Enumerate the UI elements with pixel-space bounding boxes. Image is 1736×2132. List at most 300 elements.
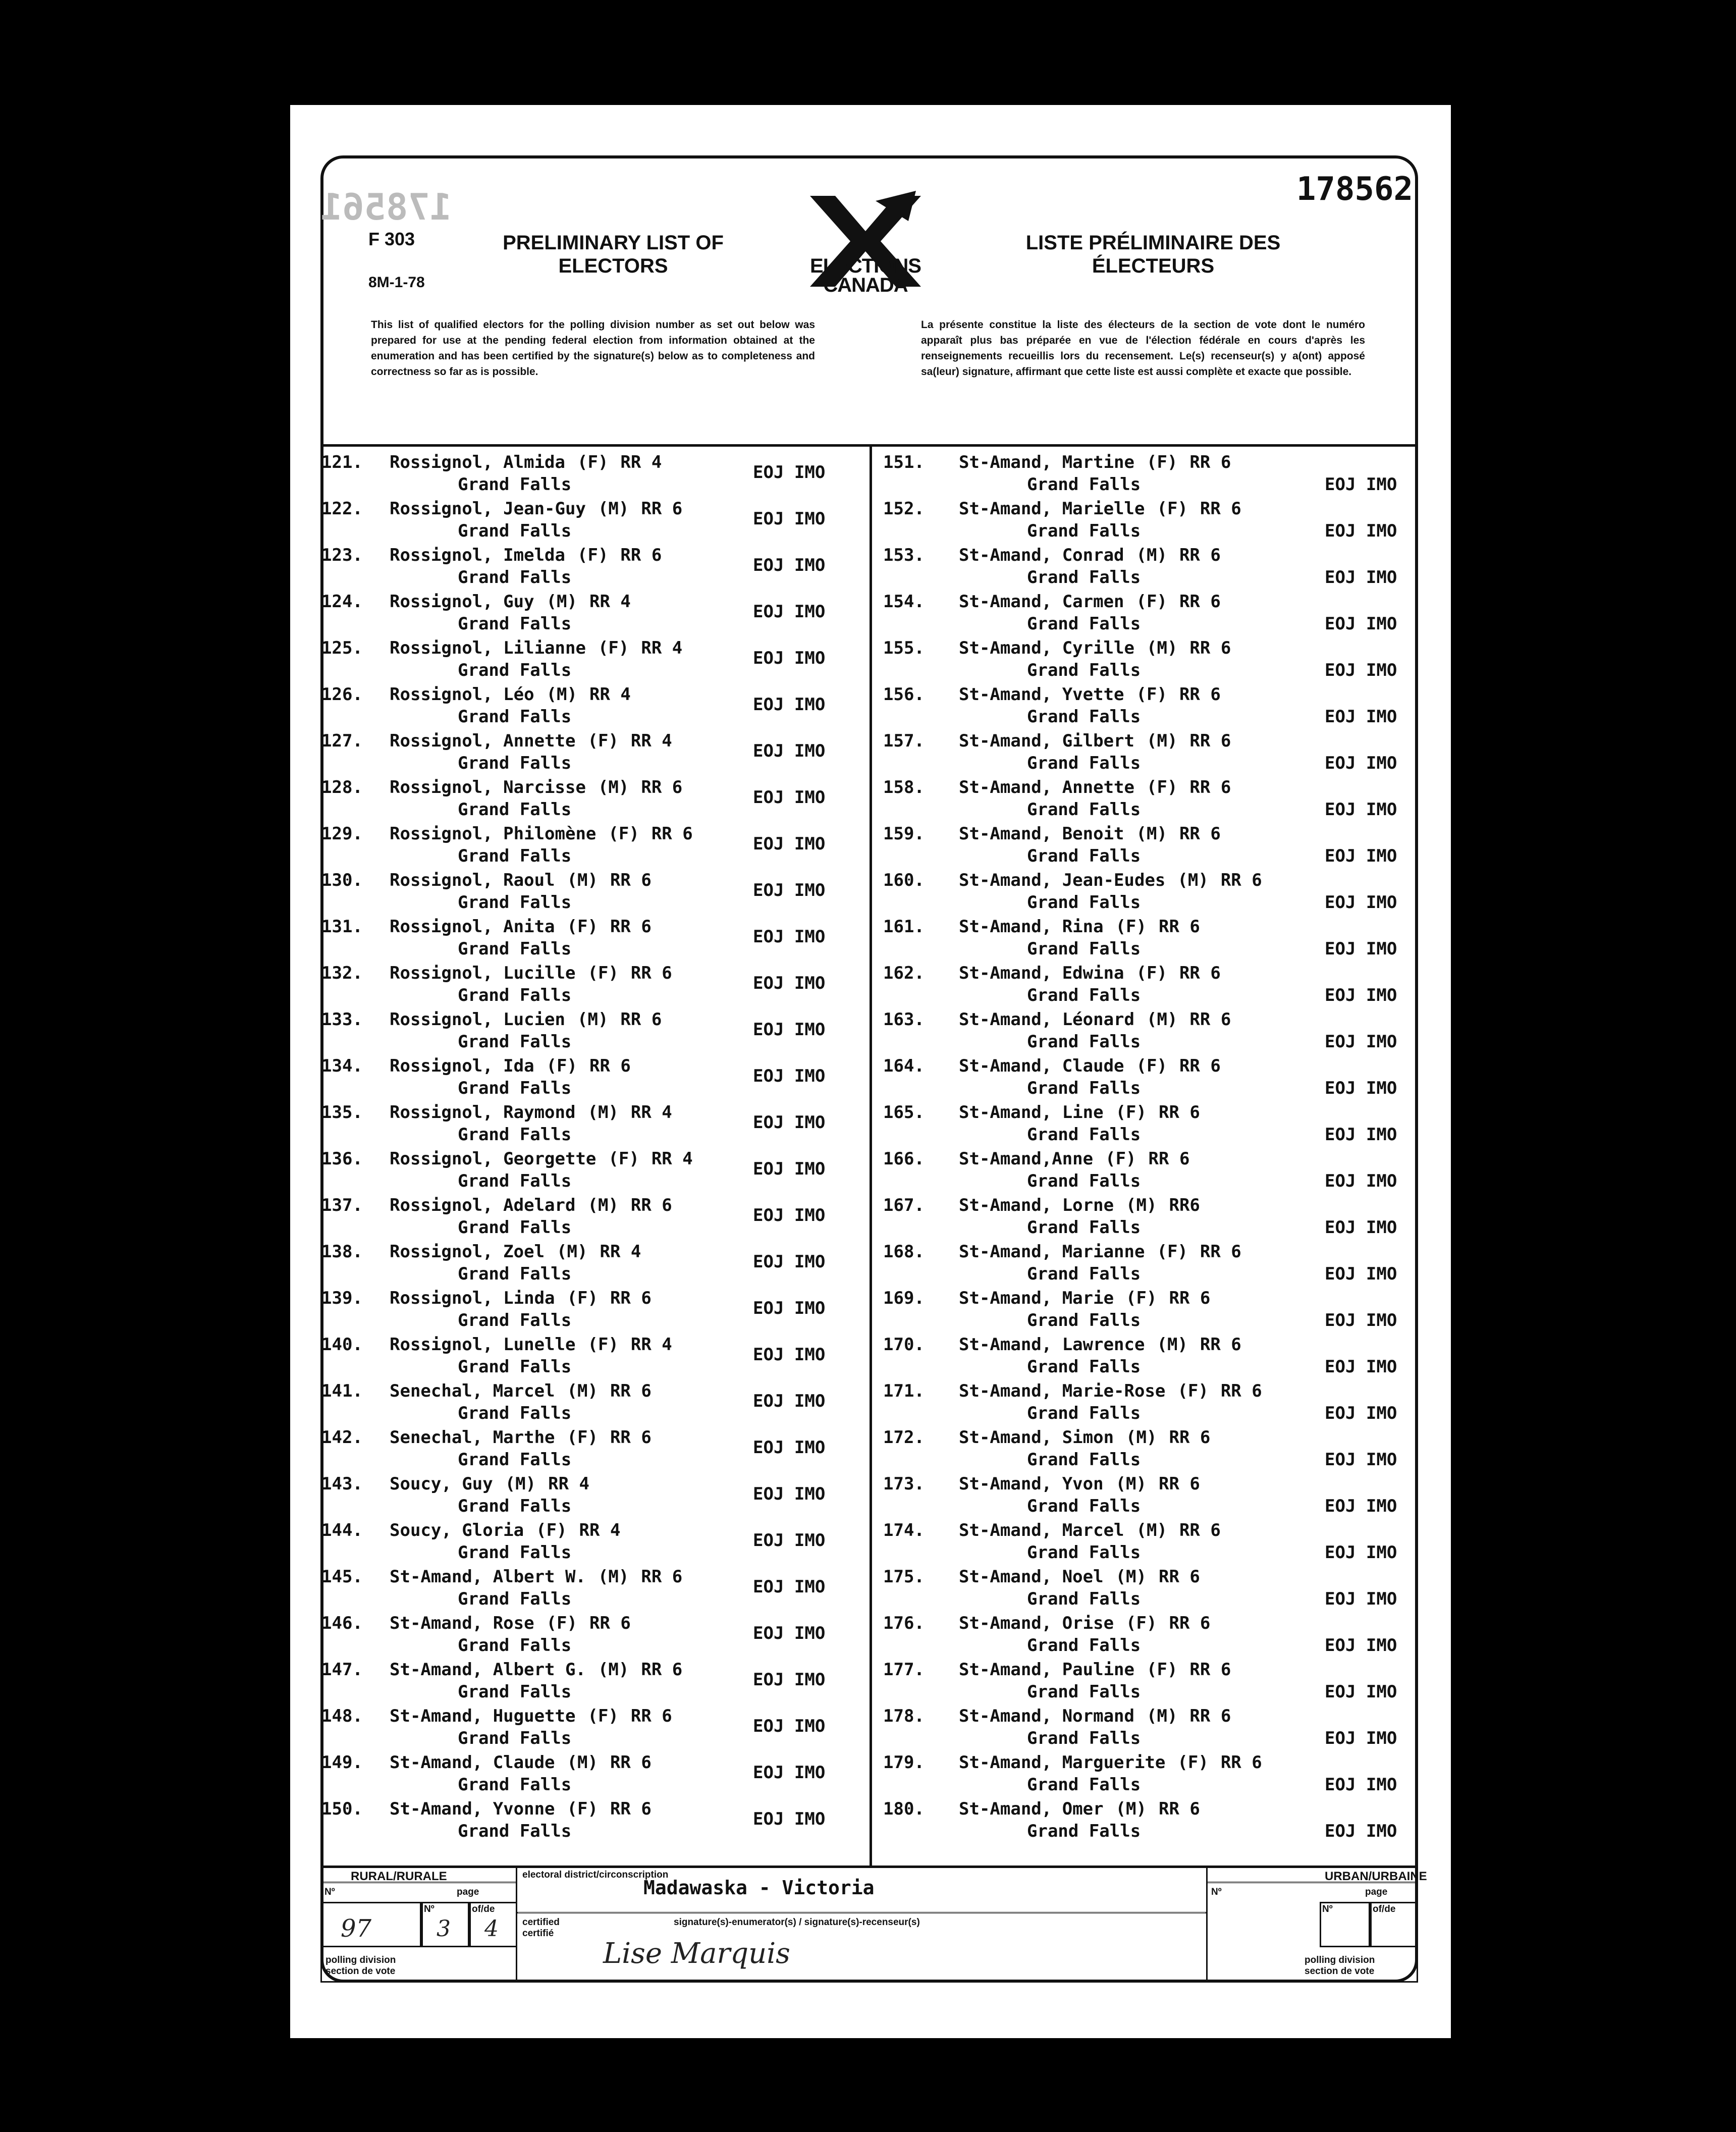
elector-line-1 — [321, 684, 631, 705]
elector-name: Rossignol, Zoel — [390, 1242, 545, 1262]
elector-number: 136. — [321, 1149, 363, 1169]
elector-city: Grand Falls — [1027, 985, 1141, 1005]
elector-rural-route: RR 6 — [620, 545, 662, 565]
elector-rural-route: RR 6 — [610, 917, 652, 937]
elector-number: 135. — [321, 1102, 363, 1123]
elector-sex: (F) — [587, 1706, 619, 1726]
elector-postal-code: EOJ IMO — [1325, 1403, 1397, 1423]
elector-name: St-Amand, Claude — [959, 1056, 1124, 1076]
elector-city: Grand Falls — [458, 892, 572, 913]
of-label: of/de — [472, 1904, 495, 1914]
elector-name: St-Amand, Albert W. — [390, 1567, 586, 1587]
elector-rural-route: RR 4 — [620, 452, 662, 472]
elector-postal-code: EOJ IMO — [753, 695, 826, 715]
elector-sex: (M) — [587, 1195, 619, 1215]
elector-number: 126. — [321, 684, 363, 705]
elector-name: Rossignol, Imelda — [390, 545, 565, 565]
elector-line-1 — [321, 545, 662, 565]
elector-postal-code: EOJ IMO — [1325, 1032, 1397, 1052]
elector-number: 129. — [321, 824, 363, 844]
elector-sex: (F) — [567, 917, 598, 937]
elector-name: Senechal, Marthe — [390, 1427, 555, 1448]
elector-sex: (M) — [567, 1381, 598, 1401]
elector-rural-route: RR 6 — [641, 1660, 683, 1680]
elector-entry — [883, 1520, 1428, 1567]
elector-entry — [321, 1149, 866, 1195]
elector-number: 169. — [883, 1288, 925, 1308]
elector-entry — [883, 684, 1428, 731]
elector-name: Rossignol, Lucille — [390, 963, 576, 983]
elector-rural-route: RR 6 — [1189, 638, 1231, 658]
elector-line-1 — [321, 1706, 672, 1726]
elector-rural-route: RR 6 — [1189, 452, 1231, 472]
elector-name: Soucy, Gloria — [390, 1520, 524, 1540]
elector-sex: (F) — [1147, 777, 1178, 797]
elector-rural-route: RR 6 — [1189, 1706, 1231, 1726]
enumerator-signature: Lise Marquis — [603, 1937, 790, 1970]
elector-line-1 — [883, 1102, 1200, 1123]
elector-entry — [883, 1288, 1428, 1335]
elector-entry — [321, 870, 866, 917]
elector-sex: (M) — [1115, 1474, 1147, 1494]
elector-name: St-Amand, Yvon — [959, 1474, 1104, 1494]
elector-postal-code: EOJ IMO — [753, 1716, 826, 1736]
elector-entry — [321, 452, 866, 499]
elector-sex: (F) — [1105, 1149, 1136, 1169]
elector-sex: (M) — [598, 499, 629, 519]
elector-city: Grand Falls — [458, 707, 572, 727]
elector-city: Grand Falls — [1027, 1217, 1141, 1238]
elector-sex: (M) — [1147, 731, 1178, 751]
elector-city: Grand Falls — [1027, 521, 1141, 541]
elector-rural-route: RR 6 — [1220, 1381, 1262, 1401]
elector-name: Rossignol, Lunelle — [390, 1335, 576, 1355]
elector-rural-route: RR 4 — [651, 1149, 693, 1169]
elector-name: St-Amand, Marguerite — [959, 1752, 1166, 1773]
elector-rural-route: RR 4 — [589, 684, 631, 705]
elector-sex: (F) — [587, 731, 619, 751]
elector-entry — [321, 824, 866, 870]
elector-sex: (F) — [1115, 1102, 1147, 1123]
elector-name: St-Amand, Marie — [959, 1288, 1114, 1308]
elector-entry — [883, 452, 1428, 499]
elector-line-1 — [321, 499, 682, 519]
elector-rural-route: RR 6 — [589, 1056, 631, 1076]
elector-line-1 — [321, 592, 631, 612]
elector-postal-code: EOJ IMO — [1325, 1450, 1397, 1470]
elector-postal-code: EOJ IMO — [753, 1437, 826, 1458]
elector-rural-route: RR 6 — [1159, 917, 1200, 937]
elector-number: 157. — [883, 731, 925, 751]
elector-number: 156. — [883, 684, 925, 705]
elector-entry — [321, 592, 866, 638]
elector-line-1 — [321, 1567, 682, 1587]
elector-entry — [883, 824, 1428, 870]
elector-entry — [321, 684, 866, 731]
elector-entry — [883, 638, 1428, 684]
elector-name: St-Amand, Benoit — [959, 824, 1124, 844]
elector-rural-route: RR 6 — [1179, 684, 1221, 705]
elector-name: Rossignol, Georgette — [390, 1149, 596, 1169]
elector-rural-route: RR 6 — [1179, 1056, 1221, 1076]
elector-line-1 — [883, 824, 1221, 844]
elector-line-1 — [883, 1799, 1200, 1819]
elector-city: Grand Falls — [458, 1357, 572, 1377]
elector-name: St-Amand, Marielle — [959, 499, 1145, 519]
elector-number: 178. — [883, 1706, 925, 1726]
elector-postal-code: EOJ IMO — [1325, 660, 1397, 680]
elector-rural-route: RR 6 — [1200, 1242, 1241, 1262]
elector-rural-route: RR 6 — [641, 777, 683, 797]
elector-city: Grand Falls — [1027, 614, 1141, 634]
elector-line-1 — [883, 731, 1231, 751]
elector-rural-route: RR 6 — [1169, 1613, 1211, 1633]
elector-line-1 — [883, 1706, 1231, 1726]
elector-line-1 — [883, 592, 1221, 612]
elector-sex: (M) — [1157, 1335, 1188, 1355]
elector-city: Grand Falls — [1027, 660, 1141, 680]
elector-city: Grand Falls — [458, 1728, 572, 1748]
elector-number: 123. — [321, 545, 363, 565]
elector-entry — [321, 1799, 866, 1845]
elector-postal-code: EOJ IMO — [753, 1763, 826, 1783]
elector-entry — [883, 1799, 1428, 1845]
elector-number: 145. — [321, 1567, 363, 1587]
rural-rule — [320, 1882, 517, 1883]
elector-line-1 — [321, 1056, 631, 1076]
elector-name: St-Amand, Claude — [390, 1752, 555, 1773]
elector-name: St-Amand, Huguette — [390, 1706, 576, 1726]
elector-sex: (F) — [577, 545, 609, 565]
elector-city: Grand Falls — [1027, 1125, 1141, 1145]
elector-name: St-Amand, Annette — [959, 777, 1134, 797]
elector-number: 128. — [321, 777, 363, 797]
elector-entry — [883, 1613, 1428, 1660]
elector-city: Grand Falls — [1027, 753, 1141, 773]
elector-number: 180. — [883, 1799, 925, 1819]
elector-rural-route: RR 6 — [651, 824, 693, 844]
elector-entry — [321, 545, 866, 592]
elector-postal-code: EOJ IMO — [1325, 892, 1397, 913]
elector-name: Rossignol, Raymond — [390, 1102, 576, 1123]
elector-rural-route: RR 6 — [641, 1567, 683, 1587]
form-date: 8M-1-78 — [368, 274, 425, 291]
elector-line-1 — [321, 1195, 672, 1215]
elector-name: St-Amand, Orise — [959, 1613, 1114, 1633]
elector-rural-route: RR 6 — [1179, 824, 1221, 844]
elector-sex: (F) — [567, 1799, 598, 1819]
elector-sex: (M) — [1147, 1706, 1178, 1726]
elector-number: 154. — [883, 592, 925, 612]
elector-entry — [883, 1242, 1428, 1288]
elector-line-1 — [321, 1660, 682, 1680]
elector-rural-route: RR 6 — [610, 1288, 652, 1308]
elector-rural-route: RR 6 — [1169, 1288, 1211, 1308]
elector-rural-route: RR 6 — [1179, 545, 1221, 565]
elector-entry — [321, 1288, 866, 1335]
elector-name: St-Amand, Carmen — [959, 592, 1124, 612]
elector-postal-code: EOJ IMO — [753, 1345, 826, 1365]
elector-number: 179. — [883, 1752, 925, 1773]
elector-city: Grand Falls — [458, 1264, 572, 1284]
elector-sex: (M) — [546, 592, 577, 612]
elector-city: Grand Falls — [458, 800, 572, 820]
elector-city: Grand Falls — [1027, 1728, 1141, 1748]
elector-sex: (M) — [587, 1102, 619, 1123]
elector-number: 146. — [321, 1613, 363, 1633]
elector-number: 164. — [883, 1056, 925, 1076]
elector-number: 171. — [883, 1381, 925, 1401]
elector-entry — [883, 1009, 1428, 1056]
elector-name: St-Amand, Cyrille — [959, 638, 1134, 658]
elector-sex: (M) — [1147, 638, 1178, 658]
elector-number: 143. — [321, 1474, 363, 1494]
elector-name: St-Amand, Léonard — [959, 1009, 1134, 1030]
elector-name: St-Amand, Simon — [959, 1427, 1114, 1448]
elector-number: 177. — [883, 1660, 925, 1680]
elector-rural-route: RR 4 — [630, 731, 672, 751]
elector-city: Grand Falls — [1027, 1775, 1141, 1795]
elector-line-1 — [883, 1752, 1262, 1773]
rural-page-label: page — [457, 1887, 479, 1897]
elector-postal-code: EOJ IMO — [1325, 1635, 1397, 1656]
elector-name: Soucy, Guy — [390, 1474, 493, 1494]
elector-city: Grand Falls — [458, 1310, 572, 1330]
elector-postal-code: EOJ IMO — [753, 787, 826, 808]
elector-city: Grand Falls — [1027, 1682, 1141, 1702]
elector-rural-route: RR 6 — [610, 1381, 652, 1401]
elector-postal-code: EOJ IMO — [1325, 1821, 1397, 1841]
elector-postal-code: EOJ IMO — [1325, 939, 1397, 959]
elector-name: St-Amand, Jean-Eudes — [959, 870, 1166, 890]
elector-rural-route: RR 6 — [589, 1613, 631, 1633]
elector-postal-code: EOJ IMO — [753, 1252, 826, 1272]
elector-postal-code: EOJ IMO — [753, 927, 826, 947]
elector-name: Senechal, Marcel — [390, 1381, 555, 1401]
elector-line-1 — [883, 1288, 1210, 1308]
elector-sex: (F) — [1147, 1660, 1178, 1680]
elector-number: 168. — [883, 1242, 925, 1262]
elector-line-1 — [883, 963, 1221, 983]
elector-city: Grand Falls — [458, 1171, 572, 1191]
elector-rural-route: RR 6 — [1220, 1752, 1262, 1773]
elector-sex: (F) — [608, 1149, 639, 1169]
elector-rural-route: RR 6 — [1179, 963, 1221, 983]
elector-entry — [321, 731, 866, 777]
elector-postal-code: EOJ IMO — [1325, 753, 1397, 773]
elector-number: 127. — [321, 731, 363, 751]
elector-rural-route: RR 6 — [1189, 1009, 1231, 1030]
elector-line-1 — [321, 1381, 652, 1401]
elector-postal-code: EOJ IMO — [1325, 1728, 1397, 1748]
elector-number: 141. — [321, 1381, 363, 1401]
elector-city: Grand Falls — [1027, 1821, 1141, 1841]
elector-postal-code: EOJ IMO — [753, 1391, 826, 1411]
elector-name: Rossignol, Linda — [390, 1288, 555, 1308]
elector-number: 139. — [321, 1288, 363, 1308]
elector-city: Grand Falls — [458, 1635, 572, 1656]
elector-line-1 — [321, 1752, 652, 1773]
elector-rural-route: RR 4 — [600, 1242, 641, 1262]
elector-number: 121. — [321, 452, 363, 472]
elector-line-1 — [321, 452, 662, 472]
elector-city: Grand Falls — [458, 660, 572, 680]
elector-rural-route: RR 4 — [630, 1335, 672, 1355]
elector-entry — [321, 1752, 866, 1799]
elector-line-1 — [883, 1149, 1189, 1169]
title-french: LISTE PRÉLIMINAIRE DES ÉLECTEURS — [1025, 232, 1281, 277]
elector-sex: (M) — [557, 1242, 588, 1262]
elector-entry — [321, 1102, 866, 1149]
elector-rural-route: RR 6 — [641, 499, 683, 519]
elector-line-1 — [321, 824, 693, 844]
elector-number: 132. — [321, 963, 363, 983]
elector-city: Grand Falls — [1027, 1542, 1141, 1563]
elector-postal-code: EOJ IMO — [753, 834, 826, 854]
elector-city: Grand Falls — [1027, 1357, 1141, 1377]
elector-line-1 — [883, 1520, 1221, 1540]
elector-entry — [883, 1056, 1428, 1102]
elector-sex: (F) — [587, 963, 619, 983]
elector-postal-code: EOJ IMO — [753, 880, 826, 900]
elector-entry — [321, 1474, 866, 1520]
elector-name: Rossignol, Raoul — [390, 870, 555, 890]
elector-rural-route: RR 6 — [1179, 1520, 1221, 1540]
elector-line-1 — [883, 684, 1221, 705]
title-english: PRELIMINARY LIST OF ELECTORS — [503, 232, 724, 277]
elector-city: Grand Falls — [458, 1450, 572, 1470]
elector-sex: (F) — [1136, 684, 1167, 705]
elector-number: 173. — [883, 1474, 925, 1494]
elector-line-1 — [321, 963, 672, 983]
elector-entry — [321, 499, 866, 545]
elector-city: Grand Falls — [1027, 892, 1141, 913]
elector-number: 151. — [883, 452, 925, 472]
elector-name: St-Amand, Line — [959, 1102, 1104, 1123]
elector-number: 133. — [321, 1009, 363, 1030]
elector-number: 124. — [321, 592, 363, 612]
elector-city: Grand Falls — [458, 521, 572, 541]
elector-name: Rossignol, Lucien — [390, 1009, 565, 1030]
elector-entry — [883, 870, 1428, 917]
elector-line-1 — [883, 1613, 1210, 1633]
elector-postal-code: EOJ IMO — [753, 1020, 826, 1040]
elector-entry — [883, 545, 1428, 592]
elector-name: St-Amand, Yvette — [959, 684, 1124, 705]
district-label: electoral district/circonscription — [522, 1870, 669, 1880]
polling-division-label-right: polling division section de vote — [1305, 1955, 1375, 1977]
elector-sex: (F) — [1115, 917, 1147, 937]
elector-name: St-Amand, Noel — [959, 1567, 1104, 1587]
elector-city: Grand Falls — [458, 1032, 572, 1052]
elector-line-1 — [321, 1149, 693, 1169]
elector-entry — [883, 1567, 1428, 1613]
elector-sex: (F) — [608, 824, 639, 844]
elector-number: 155. — [883, 638, 925, 658]
elector-number: 125. — [321, 638, 363, 658]
elector-name: St-Amand,Anne — [959, 1149, 1094, 1169]
elector-sex: (M) — [567, 1752, 598, 1773]
elector-number: 161. — [883, 917, 925, 937]
elector-city: Grand Falls — [458, 1403, 572, 1423]
elector-line-1 — [883, 1381, 1262, 1401]
elector-city: Grand Falls — [458, 1125, 572, 1145]
elector-sex: (F) — [536, 1520, 567, 1540]
serial-number-left: 178561 — [320, 186, 452, 228]
intro-paragraph-french: La présente constitue la liste des électeurs de la section de vote dont le numéro apparaît plus bas préparée en vue de l'élection fédérale en cours d'après les renseignements recueillis lors du recensement. Le(s) recenseur(s) y a(ont) apposé sa(leur) signature, affirmant que cette liste est aussi complète et exacte que possible. — [921, 319, 1365, 378]
elector-line-1 — [883, 1009, 1231, 1030]
elector-line-1 — [321, 1242, 641, 1262]
elector-sex: (F) — [1157, 1242, 1188, 1262]
elector-city: Grand Falls — [458, 614, 572, 634]
elector-line-1 — [321, 1009, 662, 1030]
elector-line-1 — [321, 777, 682, 797]
elector-number: 142. — [321, 1427, 363, 1448]
elector-name: St-Amand, Marianne — [959, 1242, 1145, 1262]
elector-line-1 — [883, 1567, 1200, 1587]
elector-line-1 — [883, 499, 1241, 519]
elector-entry — [883, 1752, 1428, 1799]
elector-city: Grand Falls — [458, 846, 572, 866]
elector-entry — [321, 963, 866, 1009]
elector-rural-route: RR 6 — [630, 1195, 672, 1215]
elector-number: 166. — [883, 1149, 925, 1169]
elector-number: 152. — [883, 499, 925, 519]
elector-postal-code: EOJ IMO — [753, 1670, 826, 1690]
elector-number: 167. — [883, 1195, 925, 1215]
elector-city: Grand Falls — [1027, 1635, 1141, 1656]
elector-entry — [883, 1706, 1428, 1752]
elector-name: St-Amand, Edwina — [959, 963, 1124, 983]
elector-postal-code: EOJ IMO — [753, 1205, 826, 1225]
elector-line-1 — [883, 1195, 1200, 1215]
elector-postal-code: EOJ IMO — [753, 1159, 826, 1179]
rural-label: RURAL/RURALE — [351, 1870, 447, 1883]
elector-number: 140. — [321, 1335, 363, 1355]
elector-name: St-Amand, Yvonne — [390, 1799, 555, 1819]
elector-rural-route: RR 6 — [630, 963, 672, 983]
elector-number: 160. — [883, 870, 925, 890]
elector-entry — [321, 1427, 866, 1474]
elector-postal-code: EOJ IMO — [1325, 1496, 1397, 1516]
elector-postal-code: EOJ IMO — [1325, 567, 1397, 588]
elector-number: 163. — [883, 1009, 925, 1030]
elector-name: Rossignol, Guy — [390, 592, 534, 612]
elector-sex: (F) — [567, 1288, 598, 1308]
elector-entry — [883, 499, 1428, 545]
signature-label: signature(s)-enumerator(s) / signature(s)-recenseur(s) — [674, 1917, 920, 1928]
elector-rural-route: RR 4 — [589, 592, 631, 612]
elector-entry — [321, 1520, 866, 1567]
elector-postal-code: EOJ IMO — [753, 509, 826, 529]
elector-postal-code: EOJ IMO — [1325, 1171, 1397, 1191]
elector-city: Grand Falls — [1027, 939, 1141, 959]
elector-postal-code: EOJ IMO — [1325, 1357, 1397, 1377]
elector-rural-route: RR 6 — [1159, 1567, 1200, 1587]
elector-sex: (F) — [1157, 499, 1188, 519]
elector-name: Rossignol, Almida — [390, 452, 565, 472]
elector-city: Grand Falls — [1027, 1171, 1141, 1191]
elector-sex: (F) — [1177, 1381, 1209, 1401]
elector-rural-route: RR 6 — [620, 1009, 662, 1030]
elector-postal-code: EOJ IMO — [1325, 614, 1397, 634]
elector-number: 153. — [883, 545, 925, 565]
elector-rural-route: RR 6 — [610, 1427, 652, 1448]
elector-line-1 — [321, 1474, 589, 1494]
elector-city: Grand Falls — [1027, 800, 1141, 820]
elector-name: Rossignol, Léo — [390, 684, 534, 705]
elector-sex: (M) — [577, 1009, 609, 1030]
